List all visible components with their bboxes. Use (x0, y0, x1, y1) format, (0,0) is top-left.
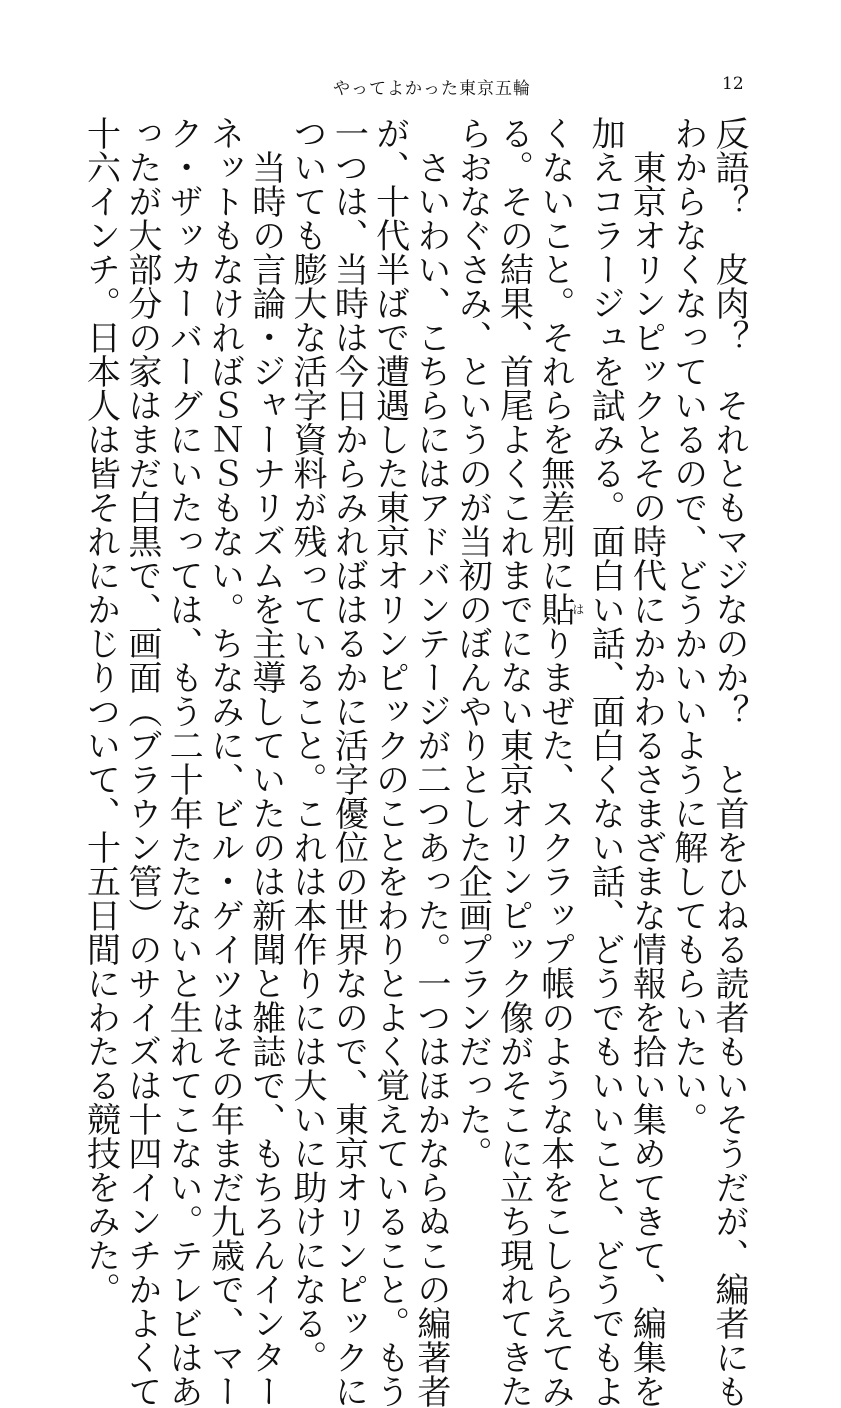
text-line: わからなくなっているので、どうかいいように解してもらいたい。 (667, 116, 708, 1136)
body-text (80, 116, 749, 1408)
page-number: 12 (722, 74, 744, 94)
text-line: さいわい、こちらにはアドバンテージが二つあった。一つはほかならぬこの編著者 (410, 116, 451, 1408)
text-line: ク・ザッカーバーグにいたっては、もう二十年たたないと生れてこない。テレビはあ (163, 116, 204, 1408)
text-line: 加えコラージュを試みる。面白い話、面白くない話、どうでもいいこと、どうでもよ (585, 116, 626, 1408)
running-header (0, 74, 841, 102)
ruby-annotation (534, 592, 585, 626)
text-line: 東京オリンピックとその時代にかかわるさまざまな情報を拾い集めてきて、編集を (626, 116, 667, 1408)
text-line: ついても膨大な活字資料が残っていること。これは本作りには大いに助けになる。 (287, 116, 328, 1374)
ruby-base: 貼 (534, 592, 575, 626)
text-line: 当時の言論・ジャーナリズムを主導していたのは新聞と雑誌で、もちろんインター (245, 116, 286, 1408)
text-line: 十六インチ。日本人は皆それにかじりついて、十五日間にわたる競技をみた。 (80, 116, 121, 1306)
text-segment: りまぜた、スクラップ帳のような本をこしらえてみ (534, 626, 575, 1408)
text-line: 反語？ 皮肉？ それともマジなのか？ と首をひねる読者もいそうだが、編者にも (709, 116, 749, 1408)
text-line: らおなぐさみ、というのが当初のぼんやりとした企画プランだった。 (452, 116, 493, 1170)
running-title: やってよかった東京五輪 (333, 79, 531, 99)
text-line-with-ruby (534, 116, 585, 1408)
text-line: る。その結果、首尾よくこれまでにない東京オリンピック像がそこに立ち現れてきた (493, 116, 534, 1408)
text-segment: くないこと。それらを無差別に (534, 116, 575, 592)
text-line: ネットもなければＳＮＳもない。ちなみに、ビル・ゲイツはその年まだ九歳で、マー (204, 116, 245, 1408)
ruby-reading: は (570, 592, 585, 626)
text-line: が、十代半ばで遭遇した東京オリンピックのことをわりとよく覚えていること。もう (369, 116, 410, 1408)
text-line: ったが大部分の家はまだ白黒で、画面（ブラウン管）のサイズは十四インチかよくて (121, 116, 162, 1408)
text-line: 一つは、当時は今日からみればはるかに活字優位の世界なので、東京オリンピックに (328, 116, 369, 1408)
